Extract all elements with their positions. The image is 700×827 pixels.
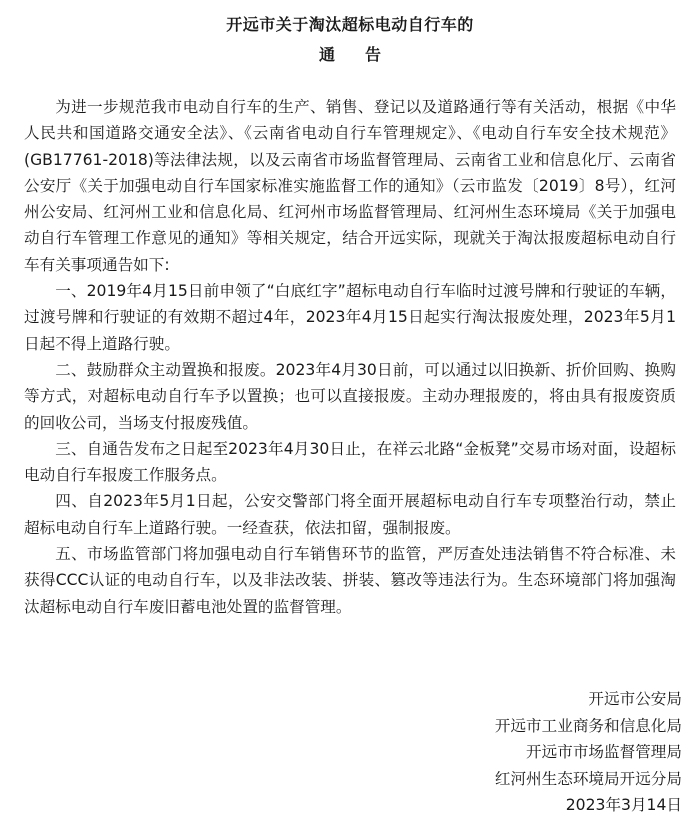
paragraph-item-2: 二、鼓励群众主动置换和报废。2023年4月30日前，可以通过以旧换新、折价回购、换购等方式，对超标电动自行车予以置换；也可以直接报废。主动办理报废的，将由具有报废资质的回收公司，当场支付报废残值。 (24, 360, 676, 432)
signature-date: 2023年3月14日 (565, 796, 682, 814)
document-title: 开远市关于淘汰超标电动自行车的 (226, 15, 474, 34)
signature-block (495, 686, 682, 819)
paragraph-intro: 为进一步规范我市电动自行车的生产、销售、登记以及道路通行等有关活动，根据《中华人民共和国道路交通安全法》、《云南省电动自行车管理规定》、《电动自行车安全技术规范》(GB17761-2018)等法律法规，以及云南省市场监督管理局、云南省工业和信息化厅、云南省公安厅《关于加强电动自行车国家标准实施监督工作的通知》（云市监发〔2019〕8号），红河州公安局、红河州工业和信息化局、红河州市场监督管理局、红河州生态环境局《关于加强电动自行车管理工作意见的通知》等相关规定，结合开远实际，现就关于淘汰报废超标电动自行车有关事项通告如下: (24, 98, 676, 274)
document-subtitle: 通告 (318, 45, 411, 64)
signer-market-supervision-bureau: 开远市市场监督管理局 (526, 743, 682, 761)
signer-industry-commerce-bureau: 开远市工业商务和信息化局 (494, 716, 682, 735)
signer-public-security-bureau: 开远市公安局 (588, 690, 682, 708)
document-body (24, 94, 676, 620)
paragraph-item-1: 一、2019年4月15日前申领了“白底红字”超标电动自行车临时过渡号牌和行驶证的车辆，过渡号牌和行驶证的有效期不超过4年，2023年4月15日起实行淘汰报废处理，2023年5月1日起不得上道路行驶。 (24, 282, 676, 353)
paragraph-item-5: 五、市场监管部门将加强电动自行车销售环节的监管，严厉查处违法销售不符合标准、未获得CCC认证的电动自行车，以及非法改装、拼装、篡改等违法行为。生态环境部门将加强淘汰超标电动自行车废旧蓄电池处置的监督管理。 (24, 545, 676, 616)
signer-ecology-environment-branch: 红河州生态环境局开远分局 (494, 769, 682, 788)
paragraph-item-4: 四、自2023年5月1日起，公安交警部门将全面开展超标电动自行车专项整治行动，禁止超标电动自行车上道路行驶。一经查获，依法扣留，强制报废。 (24, 492, 676, 537)
paragraph-item-3: 三、自通告发布之日起至2023年4月30日止，在祥云北路“金板凳”交易市场对面，设超标电动自行车报废工作服务点。 (24, 439, 676, 485)
